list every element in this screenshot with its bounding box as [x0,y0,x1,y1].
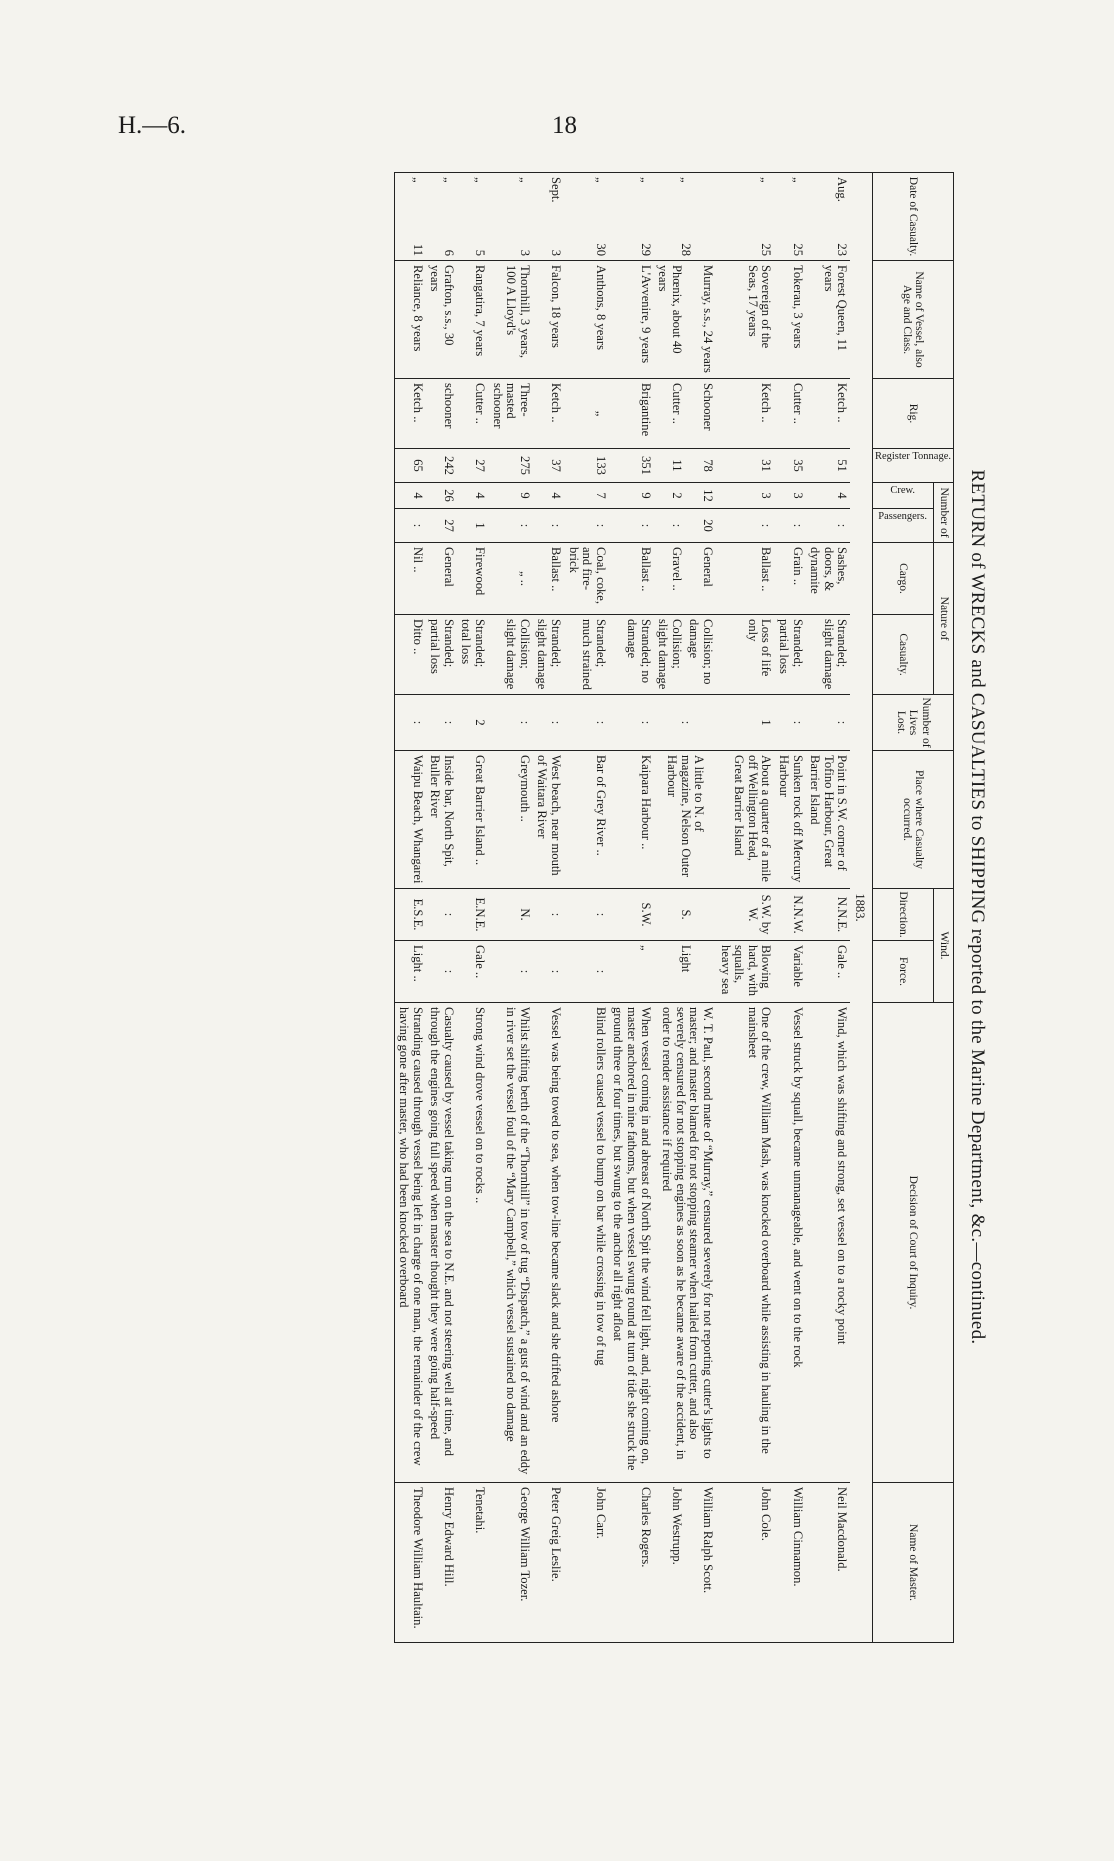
rig-cell: Ketch .. [394,379,426,449]
month: Sept. [549,177,564,203]
force-cell: : [533,941,564,1003]
lives-cell: : [533,695,564,751]
passengers-cell: 20 [685,509,716,543]
vessel-cell: Forest Queen, 11 years [806,261,851,379]
vessel-cell: Reliance, 8 years [394,261,426,379]
col-date: Date of Casualty. [872,173,953,261]
month: „ [678,177,693,183]
table-row [850,173,872,1643]
col-passengers [872,509,933,543]
col-lives: Number of Lives Lost. [872,695,953,751]
table-title: RETURN of WRECKS and CASUALTIES to SHIPPING reported to the Marine Department, &c.—continued. [967,469,988,1345]
decision-cell: Stranding caused through vessel being left in charge of one man, the remainder of the crew having gone after master, who had been knocked overboard [394,1003,426,1483]
col-master: Name of Master. [872,1483,953,1643]
direction-cell: : [426,889,457,941]
direction-cell: S.W. [609,889,654,941]
col-tonnage-label: Register Tonnage. [874,451,951,462]
col-direction: Direction. [872,889,933,941]
rig-cell: schooner [426,379,457,449]
casualty-cell: Stranded; partial loss [774,615,805,695]
crew-cell: 7 [564,483,609,509]
decision-cell: Casualty caused by vessel taking run on the sea to N.E. and not steering well at time, and through the engines going full speed when master thought they were going half-speed [426,1003,457,1483]
casualty-cell: Ditto .. [394,615,426,695]
passengers-cell: : [716,509,774,543]
master-cell: George William Tozer. [488,1483,533,1643]
force-cell: Gale .. [457,941,488,1003]
tonnage-cell: 133 [564,449,609,483]
month: „ [790,177,805,183]
passengers-cell: : [609,509,654,543]
passengers-cell: 27 [426,509,457,543]
cargo-cell: „ .. [488,543,533,615]
tonnage-cell: 275 [488,449,533,483]
force-cell: „ [609,941,654,1003]
col-place: Place where Casualty occurred. [872,751,953,889]
force-cell: Light .. [394,941,426,1003]
master-cell: William Ralph Scott. [685,1483,716,1643]
master-cell: Charles Rogers. [609,1483,654,1643]
tonnage-cell: 11 [654,449,685,483]
col-crew-label: Crew. [890,485,916,496]
date-cell [533,173,564,261]
master-cell: John Carr. [564,1483,609,1643]
crew-cell: 3 [716,483,774,509]
table-row [685,173,716,1643]
rig-cell: „ [564,379,609,449]
force-cell: Gale .. [806,941,851,1003]
table-row [564,173,609,1643]
crew-cell: 4 [394,483,426,509]
direction-cell: : [533,889,564,941]
date-cell [564,173,609,261]
month: „ [593,177,608,183]
day: 30 [593,243,608,256]
place-cell: Kaipara Harbour .. [609,751,654,889]
casualty-cell: Stranded; much strained [564,615,609,695]
table-row [457,173,488,1643]
col-passengers-label: Passengers. [878,511,928,522]
lives-cell: 2 [457,695,488,751]
decision-cell: Vessel struck by squall, became unmanageable, and went on to the rock [774,1003,805,1483]
crew-cell: 9 [488,483,533,509]
rig-cell: Ketch .. [806,379,851,449]
vessel-cell: Murray, s.s., 24 years [685,261,716,379]
year-label: 1883. [852,893,867,922]
month: Aug. [835,177,850,202]
col-rig: Rig. [872,379,953,449]
rig-cell: Cutter .. [774,379,805,449]
vessel-cell: Falcon, 18 years [533,261,564,379]
cargo-cell: Gravel .. [654,543,685,615]
col-decision: Decision of Court of Inquiry. [872,1003,953,1483]
place-cell: Great Barrier Island .. [457,751,488,889]
day: 3 [549,249,564,256]
rig-cell: Brigantine [609,379,654,449]
passengers-cell: : [564,509,609,543]
col-casualty: Casualty. [872,615,933,695]
cargo-cell: Ballast .. [609,543,654,615]
month: „ [517,177,532,183]
decision-cell: Wind, which was shifting and strong, set vessel on to a rocky point [806,1003,851,1483]
table-row [806,173,851,1643]
table-row [716,173,774,1643]
place-cell: Point in S.W. corner of Tofino Harbour, Great Barrier Island [806,751,851,889]
date-cell [426,173,457,261]
master-cell: Theodore William Haultain. [394,1483,426,1643]
date-cell [488,173,533,261]
date-cell [394,173,426,261]
page-number: 18 [552,112,577,139]
place-cell: Waipu Beach, Whangarei [394,751,426,889]
place-cell: Inside bar, North Spit, Buller River [426,751,457,889]
casualty-cell: Collision; no damage [685,615,716,695]
col-wind: Wind. [934,889,954,1003]
casualty-cell: Stranded; partial loss [426,615,457,695]
master-cell: Henry Edward Hill. [426,1483,457,1643]
cargo-cell: General [685,543,716,615]
month: „ [638,177,653,183]
crew-cell: 2 [654,483,685,509]
casualty-cell: Stranded; slight damage [806,615,851,695]
col-nature-of: Nature of [934,543,954,695]
direction-cell: : [564,889,609,941]
table-row [394,173,426,1643]
rig-cell: Cutter .. [457,379,488,449]
tonnage-cell: 351 [609,449,654,483]
vessel-cell: L'Avvenire, 9 years [609,261,654,379]
master-cell: John Westrupp. [654,1483,685,1643]
passengers-cell: : [533,509,564,543]
month: „ [441,177,456,183]
table-row [609,173,654,1643]
col-vessel: Name of Vessel, also Age and Class. [872,261,953,379]
table-row [426,173,457,1643]
force-cell: Variable [774,941,805,1003]
cargo-cell: Coal, coke, and fire-brick [564,543,609,615]
place-cell: West beach, near mouth of Waitara River [533,751,564,889]
cargo-cell: General [426,543,457,615]
tonnage-cell: 242 [426,449,457,483]
vessel-cell: Anthons, 8 years [564,261,609,379]
rig-cell: Ketch .. [533,379,564,449]
day: 5 [473,249,488,256]
tonnage-cell: 27 [457,449,488,483]
place-cell: Greymouth .. [488,751,533,889]
cargo-cell: Grain .. [774,543,805,615]
decision-cell: Vessel was being towed to sea, when tow-line became slack and she drifted ashore [533,1003,564,1483]
tonnage-cell: 78 [685,449,716,483]
decision-cell: Strong wind drove vessel on to rocks .. [457,1003,488,1483]
place-cell: A little to N. of magazine, Nelson Outer Harbour [654,751,716,889]
month: „ [410,177,425,183]
tonnage-cell: 31 [716,449,774,483]
col-number-of: Number of [934,483,954,543]
lives-cell: : [426,695,457,751]
date-cell [806,173,851,261]
lives-cell: : [488,695,533,751]
crew-cell: 26 [426,483,457,509]
month: „ [759,177,774,183]
tonnage-cell: 65 [394,449,426,483]
crew-cell: 3 [774,483,805,509]
col-cargo: Cargo. [872,543,933,615]
vessel-cell: Rangatira, 7 years [457,261,488,379]
lives-cell: 1 [716,695,774,751]
rig-cell: Ketch .. [716,379,774,449]
force-cell: : [564,941,609,1003]
master-cell: Tenetahi. [457,1483,488,1643]
rotated-table-block [140,172,1000,1642]
force-cell: : [426,941,457,1003]
vessel-cell: Tokerau, 3 years [774,261,805,379]
rig-cell: Cutter .. [654,379,685,449]
passengers-cell: : [806,509,851,543]
crew-cell: 9 [609,483,654,509]
casualty-cell: Collision; slight damage [654,615,685,695]
crew-cell: 4 [457,483,488,509]
date-cell [457,173,488,261]
crew-cell: 4 [806,483,851,509]
direction-cell: N.N.E. [806,889,851,941]
place-cell: About a quarter of a mile off Wellington Head, Great Barrier Island [716,751,774,889]
table-row [533,173,564,1643]
passengers-cell: : [394,509,426,543]
rig-cell: Three-masted schooner [488,379,533,449]
day: 3 [517,249,532,256]
table-row [488,173,533,1643]
crew-cell: 12 [685,483,716,509]
vessel-cell: Phœnix, about 40 years [654,261,685,379]
passengers-cell: : [654,509,685,543]
casualty-cell: Collision; slight damage [488,615,533,695]
lives-cell: : [609,695,654,751]
cargo-cell: Sashes, doors, & dynamite [806,543,851,615]
decision-cell: One of the crew, William Mash, was knocked overboard while assisting in hauling in the mainsheet [716,1003,774,1483]
date-cell [609,173,654,261]
decision-cell: Blind rollers caused vessel to bump on bar while crossing in tow of tug [564,1003,609,1483]
lives-cell: : [806,695,851,751]
master-cell: John Cole. [716,1483,774,1643]
table-row [774,173,805,1643]
direction-cell: E.N.E. [457,889,488,941]
col-force: Force. [872,941,933,1003]
casualty-cell: Stranded; total loss [457,615,488,695]
lives-cell: : [774,695,805,751]
month: „ [473,177,488,183]
lives-cell: : [654,695,716,751]
crew-cell: 4 [533,483,564,509]
date-cell [774,173,805,261]
force-cell: : [488,941,533,1003]
master-cell: William Cinnamon. [774,1483,805,1643]
page-series: H.—6. [118,112,187,139]
casualty-cell: Stranded; slight damage [533,615,564,695]
casualty-cell: Stranded; no damage [609,615,654,695]
day: 11 [410,243,425,256]
force-cell: Blowing hard, with squalls, heavy sea [716,941,774,1003]
decision-cell: Whilst shifting berth of the “Thornhill” in tow of tug “Dispatch,” a gust of wind and an eddy in river set the vessel foul of the “Mary Campbell,” which vessel sustained no damage [488,1003,533,1483]
date-cell [716,173,774,261]
cargo-cell: Ballast .. [716,543,774,615]
year-cell [850,173,872,1643]
vessel-cell: Sovereign of the Seas, 17 years [716,261,774,379]
tonnage-cell: 35 [774,449,805,483]
decision-cell: When vessel coming in and abreast of North Spit the wind fell light, and, night coming on, master anchored in nine fathoms, but when vessel swung round at turn of tide she struck the ground three or four times, but swung to the anchor all right afloat [609,1003,654,1483]
col-crew [872,483,933,509]
direction-cell: N.N.W. [774,889,805,941]
direction-cell: E.S.E. [394,889,426,941]
place-cell: Bar of Grey River .. [564,751,609,889]
rig-cell: Schooner [685,379,716,449]
day: 29 [638,243,653,256]
passengers-cell: : [774,509,805,543]
direction-cell: S.W. by W. [716,889,774,941]
master-cell: Peter Greig Leslie. [533,1483,564,1643]
lives-cell: : [564,695,609,751]
direction-cell: N. [488,889,533,941]
force-cell: Light [654,941,716,1003]
date-cell [654,173,716,261]
cargo-cell: Nil .. [394,543,426,615]
day: 6 [441,249,456,256]
day: 23 [835,243,850,256]
lives-cell: : [394,695,426,751]
cargo-cell: Ballast .. [533,543,564,615]
col-tonnage [872,449,953,483]
passengers-cell: : [488,509,533,543]
tonnage-cell: 51 [806,449,851,483]
direction-cell: S. [654,889,716,941]
vessel-cell: Grafton, s.s., 30 years [426,261,457,379]
day: 25 [790,243,805,256]
passengers-cell: 1 [457,509,488,543]
decision-cell: W. T. Paul, second mate of “Murray,” censured severely for not reporting cutter's lights to master; and master blamed for not stopping steamer when hailed from cutter, and also severely censured for not stopping engines as soon as he became aware of the accident, in order to render assistance if required [654,1003,716,1483]
casualty-table [394,172,954,1643]
day: 28 [678,243,693,256]
vessel-cell: Thornhill, 3 years, 100 A Lloyd's [488,261,533,379]
cargo-cell: Firewood [457,543,488,615]
day: 25 [759,243,774,256]
tonnage-cell: 37 [533,449,564,483]
place-cell: Sunken rock off Mercury Harbour [774,751,805,889]
casualty-cell: Loss of life only [716,615,774,695]
master-cell: Neil Macdonald. [806,1483,851,1643]
